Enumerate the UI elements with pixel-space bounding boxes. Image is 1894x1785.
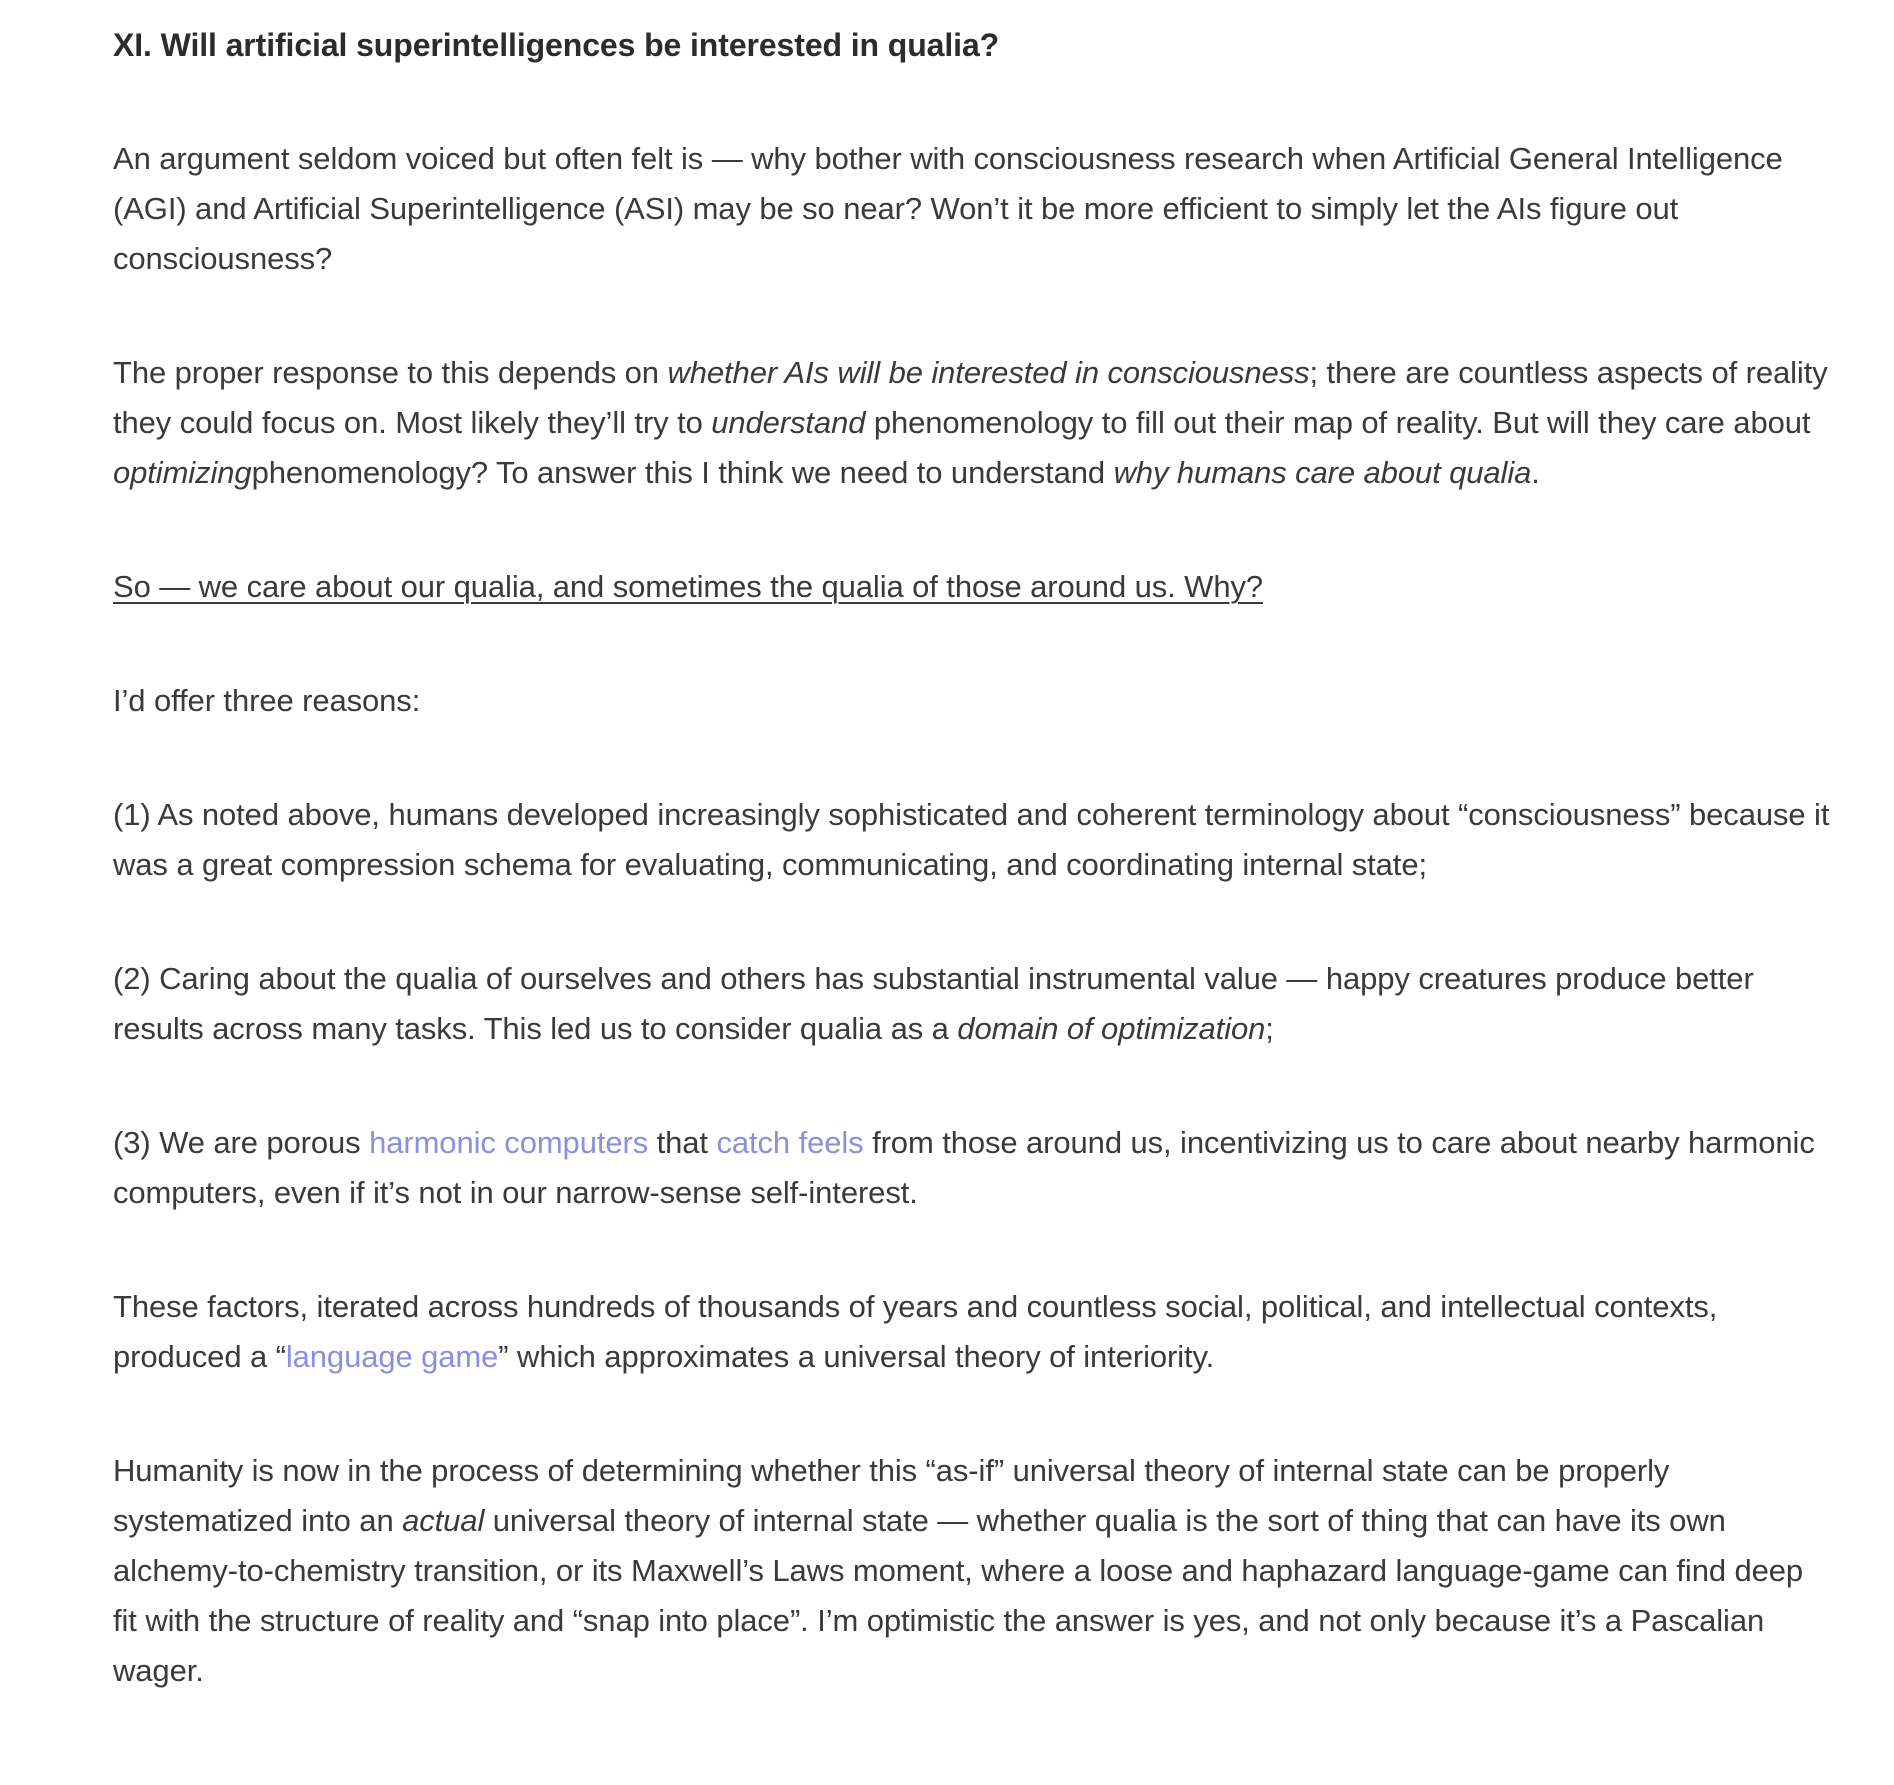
text-segment: ; there are countless aspects of reality they could focus on. Most likely they’ll try to <box>113 355 1828 440</box>
emphasis-optimizing: optimizing <box>113 455 252 490</box>
text-segment: phenomenology to fill out their map of reality. But will they care about <box>865 405 1811 440</box>
text-segment: phenomenology? To answer this I think we need to understand <box>251 455 1114 490</box>
emphasis-domain-of-optimization: domain of optimization <box>957 1011 1266 1046</box>
paragraph-factors <box>113 1282 1835 1382</box>
paragraph-proper-response <box>113 348 1835 498</box>
text-segment: . <box>1531 455 1540 490</box>
text-segment: that <box>648 1125 717 1160</box>
emphasis-understand: understand <box>711 405 866 440</box>
emphasis-why-humans: why humans care about qualia <box>1113 455 1532 490</box>
text-segment: The proper response to this depends on <box>113 355 668 390</box>
paragraph-reason-1: (1) As noted above, humans developed increasingly sophisticated and coherent terminology about “consciousness” because it was a great compression schema for evaluating, communicating, and coordinating internal state; <box>113 797 1830 882</box>
paragraph-intro: An argument seldom voiced but often felt is — why bother with consciousness research when Artificial General Intelligence (AGI) and Artificial Superintelligence (ASI) may be so near? Won’t it be more efficient to simply let the AIs figure out consciousness? <box>113 141 1783 276</box>
text-segment: ” which approximates a universal theory of interiority. <box>498 1339 1215 1374</box>
paragraph-humanity <box>113 1446 1835 1696</box>
paragraph-reason-2 <box>113 954 1835 1054</box>
text-segment: from those around us, incentivizing us to care about nearby harmonic computers, even if it’s not in our narrow-sense self-interest. <box>113 1125 1815 1210</box>
underlined-question: So — we care about our qualia, and sometimes the qualia of those around us. Why? <box>113 569 1264 604</box>
text-segment: universal theory of internal state — whether qualia is the sort of thing that can have its own alchemy-to-chemistry transition, or its Maxwell’s Laws moment, where a loose and haphazard language-game can find deep fit with the structure of reality and “snap into place”. I’m optimistic the answer is yes, and not only because it’s a Pascalian wager. <box>113 1503 1804 1688</box>
link-catch-feels[interactable]: catch feels <box>716 1125 864 1160</box>
text-segment: These factors, iterated across hundreds of thousands of years and countless social, political, and intellectual contexts, produced a “ <box>113 1289 1718 1374</box>
text-segment: Humanity is now in the process of determining whether this “as-if” universal theory of internal state can be properly systematized into an <box>113 1453 1670 1538</box>
text-segment: ; <box>1265 1011 1274 1046</box>
text-segment: (3) We are porous <box>113 1125 370 1160</box>
paragraph-three-reasons: I’d offer three reasons: <box>113 683 421 718</box>
text-segment: (2) Caring about the qualia of ourselves and others has substantial instrumental value — happy creatures produce better results across many tasks. This led us to consider qualia as a <box>113 961 1754 1046</box>
emphasis-interested: whether AIs will be interested in consciousness <box>667 355 1310 390</box>
link-language-game[interactable]: language game <box>285 1339 499 1374</box>
link-harmonic-computers[interactable]: harmonic computers <box>369 1125 649 1160</box>
paragraph-why-care <box>113 562 1835 612</box>
emphasis-actual: actual <box>402 1503 485 1538</box>
article-body <box>113 20 1835 1696</box>
paragraph-reason-3 <box>113 1118 1835 1218</box>
section-heading: XI. Will artificial superintelligences be interested in qualia? <box>113 27 1000 63</box>
